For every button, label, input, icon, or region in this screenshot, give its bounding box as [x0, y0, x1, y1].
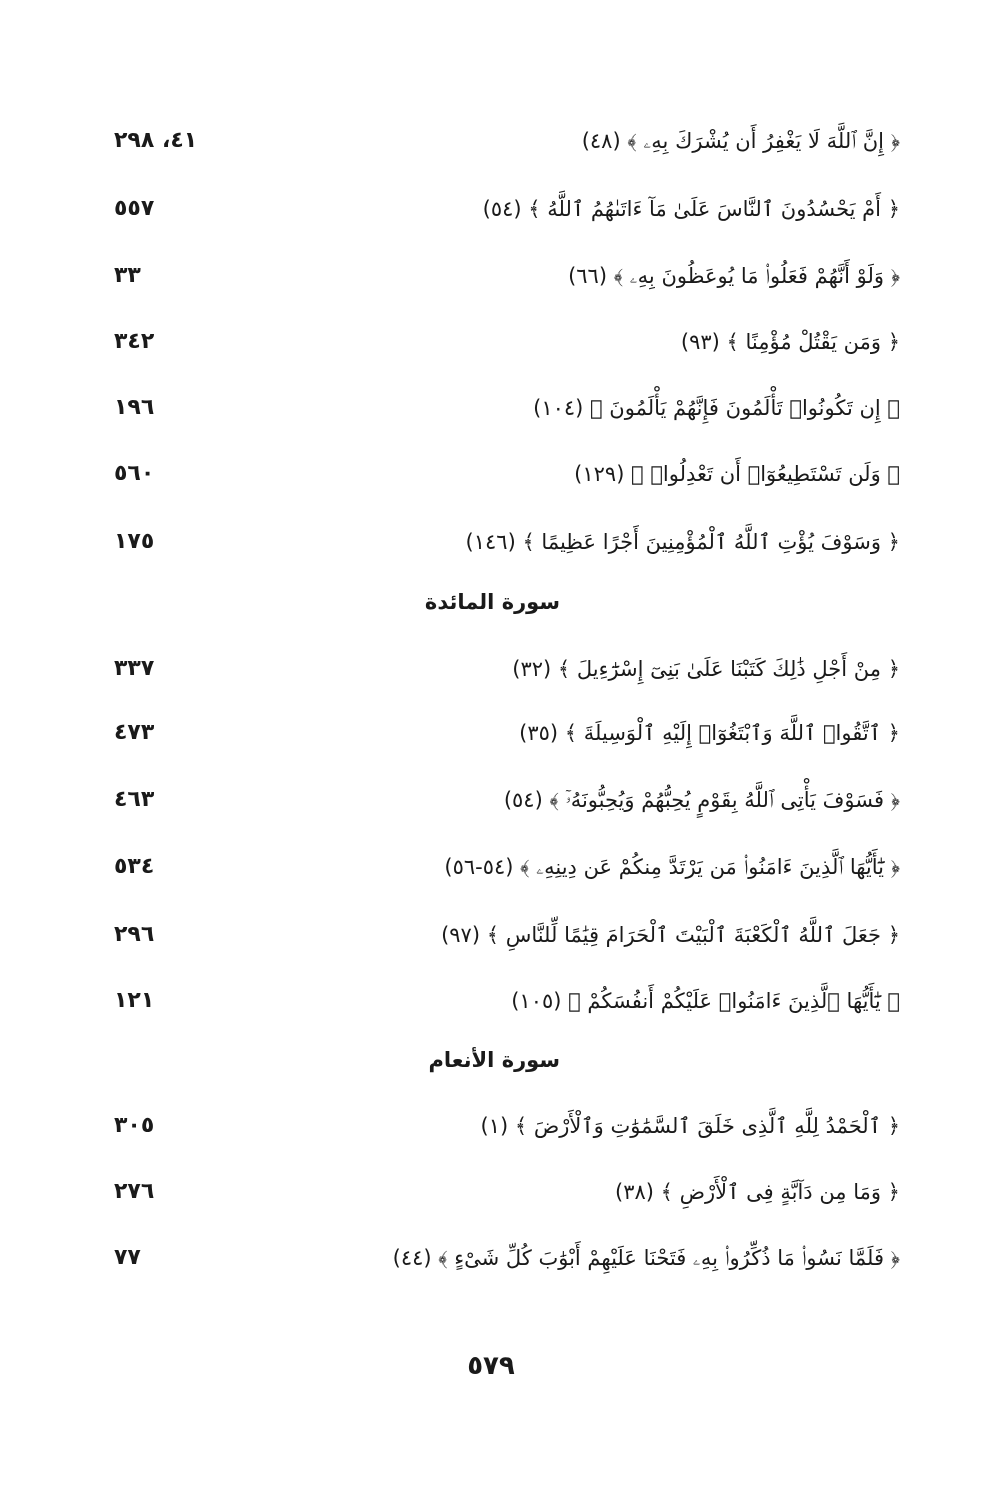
verse-text: ﴿ وَمَن يَقْتُلْ مُؤْمِنًا ﴾ (٩٣)	[680, 330, 900, 354]
verse-text: ﴿ يَٰٓأَيُّهَا ٱلَّذِينَ ءَامَنُوا۟ عَلَيْكُمْ أَنفُسَكُمْ ﴾ (١٠٥)	[511, 989, 900, 1013]
index-entry	[100, 320, 900, 364]
page-reference: ٢٩٦	[114, 922, 155, 947]
verse-text: ﴿ وَلَن تَسْتَطِيعُوٓا۟ أَن تَعْدِلُوا۟ ﴾ (١٢٩)	[574, 462, 900, 486]
page-reference: ١٢١	[114, 988, 155, 1013]
verse-text: ﴿ وَسَوْفَ يُؤْتِ ٱللَّهُ ٱلْمُؤْمِنِينَ أَجْرًا عَظِيمًا ﴾ (١٤٦)	[465, 530, 900, 554]
index-entry	[100, 778, 900, 822]
index-entry	[100, 845, 900, 889]
index-entry	[100, 187, 900, 231]
index-entry	[100, 254, 900, 298]
page-reference: ٣٣٧	[114, 656, 155, 681]
verse-text: ﴿ إِن تَكُونُوا۟ تَأْلَمُونَ فَإِنَّهُمْ يَأْلَمُونَ ﴾ (١٠٤)	[533, 396, 900, 420]
index-entry	[100, 1170, 900, 1214]
verse-text: ﴿ وَمَا مِن دَآبَّةٍ فِى ٱلْأَرْضِ ﴾ (٣٨)	[615, 1180, 900, 1204]
page-reference: ٤١، ٢٩٨	[114, 128, 198, 153]
verse-text: ﴿ يَٰٓأَيُّهَا ٱلَّذِينَ ءَامَنُوا۟ مَن يَرْتَدَّ مِنكُمْ عَن دِينِهِۦ ﴾ (٥٤-٥٦)	[444, 855, 900, 879]
page-reference: ٣٤٢	[114, 329, 155, 354]
page-reference: ١٩٦	[114, 395, 155, 420]
page-reference: ٥٥٧	[114, 196, 155, 221]
index-entry	[100, 979, 900, 1023]
index-entry	[100, 913, 900, 957]
index-entry	[100, 1236, 900, 1280]
section-heading: سورة الأنعام	[428, 1048, 560, 1072]
page-reference: ٣٣	[114, 263, 141, 288]
verse-text: ﴿ جَعَلَ ٱللَّهُ ٱلْكَعْبَةَ ٱلْبَيْتَ ٱلْحَرَامَ قِيَٰمًا لِّلنَّاسِ ﴾ (٩٧)	[441, 923, 900, 947]
page-number: ٥٧٩	[467, 1351, 515, 1381]
page-reference: ٤٦٣	[114, 787, 155, 812]
verse-text: ﴿ فَلَمَّا نَسُوا۟ مَا ذُكِّرُوا۟ بِهِۦ فَتَحْنَا عَلَيْهِمْ أَبْوَٰبَ كُلِّ شَىْءٍ ﴾ (٤٤)	[392, 1246, 900, 1270]
index-entry	[100, 119, 900, 163]
index-entry	[100, 711, 900, 755]
page-reference: ٥٣٤	[114, 854, 155, 879]
page-reference: ٧٧	[114, 1245, 141, 1270]
section-heading: سورة المائدة	[424, 590, 560, 614]
index-entry	[100, 386, 900, 430]
index-entry	[100, 452, 900, 496]
verse-text: ﴿ وَلَوْ أَنَّهُمْ فَعَلُوا۟ مَا يُوعَظُونَ بِهِۦ ﴾ (٦٦)	[568, 264, 900, 288]
index-entry	[100, 520, 900, 564]
page-reference: ٥٦٠	[114, 461, 155, 486]
page-reference: ٣٠٥	[114, 1113, 155, 1138]
verse-text: ﴿ مِنْ أَجْلِ ذَٰلِكَ كَتَبْنَا عَلَىٰ بَنِىٓ إِسْرَٰٓءِيلَ ﴾ (٣٢)	[512, 657, 900, 681]
index-entry	[100, 1104, 900, 1148]
verse-text: ﴿ ٱلْحَمْدُ لِلَّهِ ٱلَّذِى خَلَقَ ٱلسَّمَٰوَٰتِ وَٱلْأَرْضَ ﴾ (١)	[480, 1114, 900, 1138]
page-reference: ٢٧٦	[114, 1179, 155, 1204]
verse-text: ﴿ ٱتَّقُوا۟ ٱللَّهَ وَٱبْتَغُوٓا۟ إِلَيْهِ ٱلْوَسِيلَةَ ﴾ (٣٥)	[519, 721, 900, 745]
verse-text: ﴿ أَمْ يَحْسُدُونَ ٱلنَّاسَ عَلَىٰ مَآ ءَاتَىٰهُمُ ٱللَّهُ ﴾ (٥٤)	[482, 197, 900, 221]
verse-text: ﴿ إِنَّ ٱللَّهَ لَا يَغْفِرُ أَن يُشْرَكَ بِهِۦ ﴾ (٤٨)	[581, 129, 900, 153]
page-reference: ٤٧٣	[114, 720, 155, 745]
verse-text: ﴿ فَسَوْفَ يَأْتِى ٱللَّهُ بِقَوْمٍ يُحِبُّهُمْ وَيُحِبُّونَهُۥٓ ﴾ (٥٤)	[503, 788, 900, 812]
index-entry	[100, 647, 900, 691]
page-reference: ١٧٥	[114, 529, 155, 554]
